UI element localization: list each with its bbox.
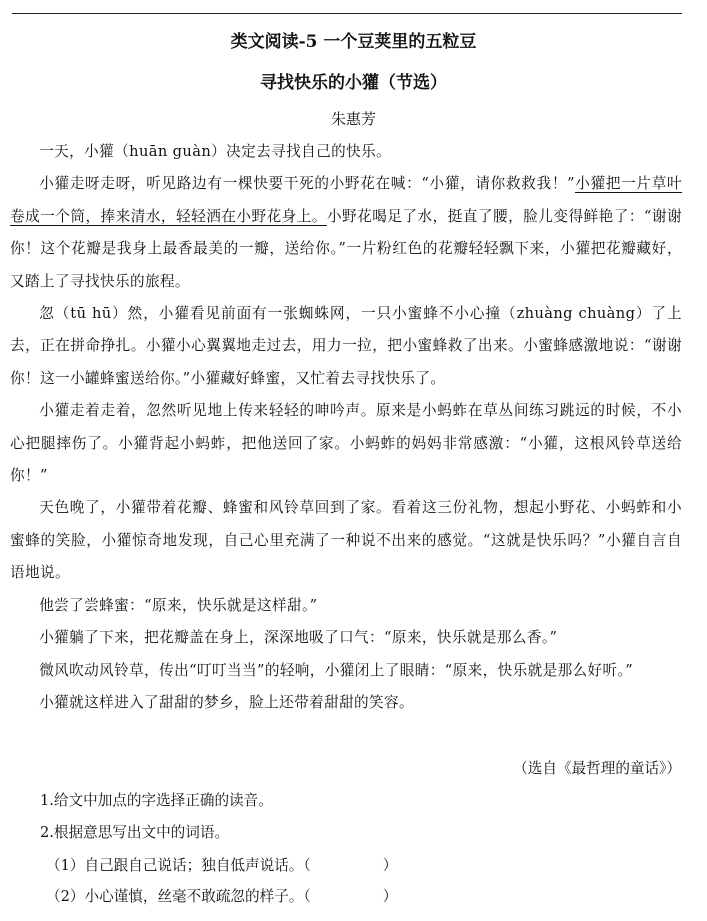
paragraph-3: 忽（tū hū）然，小獾看见前面有一张蜘蛛网，一只小蜜蜂不小心撞（zhuàng chuàng）了上去，正在拼命挣扎。小獾小心翼翼地走过去，用力一拉，把小蜜蜂救了出来。小蜜蜂感激地说：“谢谢你！这一小罐蜂蜜送给你。”小獾藏好蜂蜜，又忙着去寻找快乐了。: [10, 305, 682, 387]
author-name: 朱惠芳: [330, 110, 376, 128]
source-citation: （选自《最哲理的童话》）: [513, 760, 681, 777]
paragraph-1: 一天，小獾（huān guàn）决定去寻找自己的快乐。: [39, 143, 392, 160]
page-title: 类文阅读-5 一个豆荚里的五粒豆: [230, 32, 477, 52]
paragraph-8: 微风吹动风铃草，传出“叮叮当当”的轻响，小獾闭上了眼睛：“原来，快乐就是那么好听。”: [39, 661, 634, 679]
paragraph-5: 天色晚了，小獾带着花瓣、蜂蜜和风铃草回到了家。看着这三份礼物，想起小野花、小蚂蚱和小蜜蜂的笑脸，小獾惊奇地发现，自己心里充满了一种说不出来的感觉。“这就是快乐吗？”小獾自言自语地说。: [10, 499, 682, 582]
question-2-item-2-text: （2）小心谨慎，丝毫不敢疏忽的样子。（: [46, 888, 311, 905]
question-2-item-2: [46, 887, 397, 907]
paragraph-9: 小獾就这样进入了甜甜的梦乡，脸上还带着甜甜的笑容。: [39, 693, 415, 711]
passage-body: [10, 136, 682, 719]
paragraph-2: [10, 168, 682, 298]
paragraph-2-end: 小野花喝足了水，挺直了腰，脸儿变得鲜艳了：“谢谢你！这个花瓣是我身上最香最美的一瓣，送给你。”一片粉红色的花瓣轻轻飘下来，小獾把花瓣藏好，又踏上了寻找快乐的旅程。: [10, 207, 682, 290]
story-title: 寻找快乐的小獾（节选）: [260, 73, 447, 93]
question-2-item-1: [46, 856, 397, 876]
question-2-item-1-text: （1）自己跟自己说话；独自低声说话。（: [46, 857, 311, 874]
paragraph-7: 小獾躺了下来，把花瓣盖在身上，深深地吸了口气：“原来，快乐就是那么香。”: [39, 629, 558, 647]
underlined-sentence: 小獾把一片草叶卷成一个筒，捧来清水，轻轻洒在小野花身上。: [10, 175, 682, 225]
question-2-item-1-close: ）: [382, 857, 398, 874]
paragraph-6: 他尝了尝蜂蜜：“原来，快乐就是这样甜。”: [39, 596, 318, 614]
question-2: 2.根据意思写出文中的词语。: [40, 824, 230, 841]
top-rule: [12, 13, 682, 14]
question-2-item-2-close: ）: [382, 888, 398, 905]
paragraph-2-start: 小獾走呀走呀，听见路边有一棵快要干死的小野花在喊：“小獾，请你救救我！”: [39, 175, 575, 193]
question-1: 1.给文中加点的字选择正确的读音。: [40, 792, 273, 809]
paragraph-4: 小獾走着走着，忽然听见地上传来轻轻的呻吟声。原来是小蚂蚱在草丛间练习跳远的时候，不小心把腿摔伤了。小獾背起小蚂蚱，把他送回了家。小蚂蚱的妈妈非常感激：“小獾，这根风铃草送给你！”: [10, 402, 682, 485]
